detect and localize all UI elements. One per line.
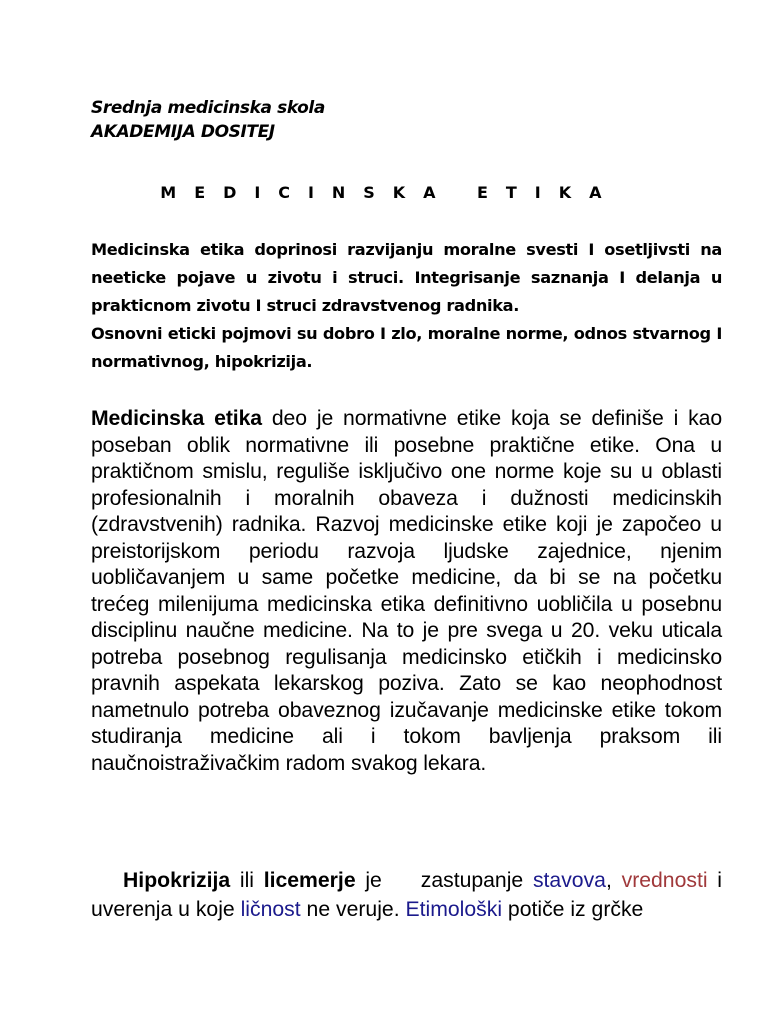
main-paragraph xyxy=(91,406,722,777)
hipokrizija-section xyxy=(91,866,722,924)
school-name: Srednja medicinska skola xyxy=(91,98,325,118)
intro-paragraph-1: Medicinska etika doprinosi razvijanju moralne svesti I osetljivsti na neeticke pojave u zivotu i struci. Integrisanje saznanja I delanja u prakticnom zivotu I struci zdravstvenog radnika. xyxy=(91,240,722,315)
main-paragraph-text: deo je normativne etike koja se definiše i kao poseban oblik normativne ili posebne praktične etike. Ona u praktičnom smislu, reguliše isključivo one norme koje su u oblasti profesionalnih i moralnih obaveza i dužnosti medicinskih (zdravstvenih) radnika. Razvoj medicinske etike koji je započeo u preistorijskom periodu razvoja ljudske zajednice, njenim uobličavanjem u same početke medicine, da bi se na početku trećeg milenijuma medicinska etika definitivno uobličila u posebnu disciplinu naučne medicine. Na to je pre svega u 20. veku uticala potreba posebnog regulisanja medicinsko etičkih i medicinsko pravnih aspekata lekarskog poziva. Zato se kao neophodnost nametnulo potreba obaveznog izučavanje medicinske etike tokom studiranja medicine ali i tokom bavljenja praksom ili naučnoistraživačkim radom svakog lekara. xyxy=(91,407,723,775)
text-segment: ili xyxy=(230,869,264,892)
main-lead-term: Medicinska etika xyxy=(91,407,262,430)
text-segment: je zastupanje xyxy=(355,869,533,892)
term-hipokrizija: Hipokrizija xyxy=(123,869,231,892)
text-segment: , xyxy=(605,869,622,892)
text-segment: potiče iz grčke xyxy=(502,898,644,921)
link-stavova[interactable]: stavova xyxy=(532,869,606,892)
term-licemerje: licemerje xyxy=(263,869,356,892)
intro-paragraph-2: Osnovni eticki pojmovi su dobro I zlo, moralne norme, odnos stvarnog I normativnog, hipokrizija. xyxy=(91,324,722,371)
intro-section xyxy=(91,236,722,376)
text-segment: i uverenja u koje xyxy=(91,869,723,921)
school-header xyxy=(91,96,325,144)
academy-name: AKADEMIJA DOSITEJ xyxy=(91,122,275,142)
document-title: M E D I C I N S K A E T I K A xyxy=(160,183,608,202)
link-licnost[interactable]: ličnost xyxy=(240,898,301,921)
link-vrednosti[interactable]: vrednosti xyxy=(621,869,708,892)
main-section xyxy=(91,406,722,777)
link-etimoloski[interactable]: Etimološki xyxy=(405,898,503,921)
text-segment: ne veruje. xyxy=(300,898,406,921)
hipokrizija-paragraph xyxy=(91,866,722,924)
